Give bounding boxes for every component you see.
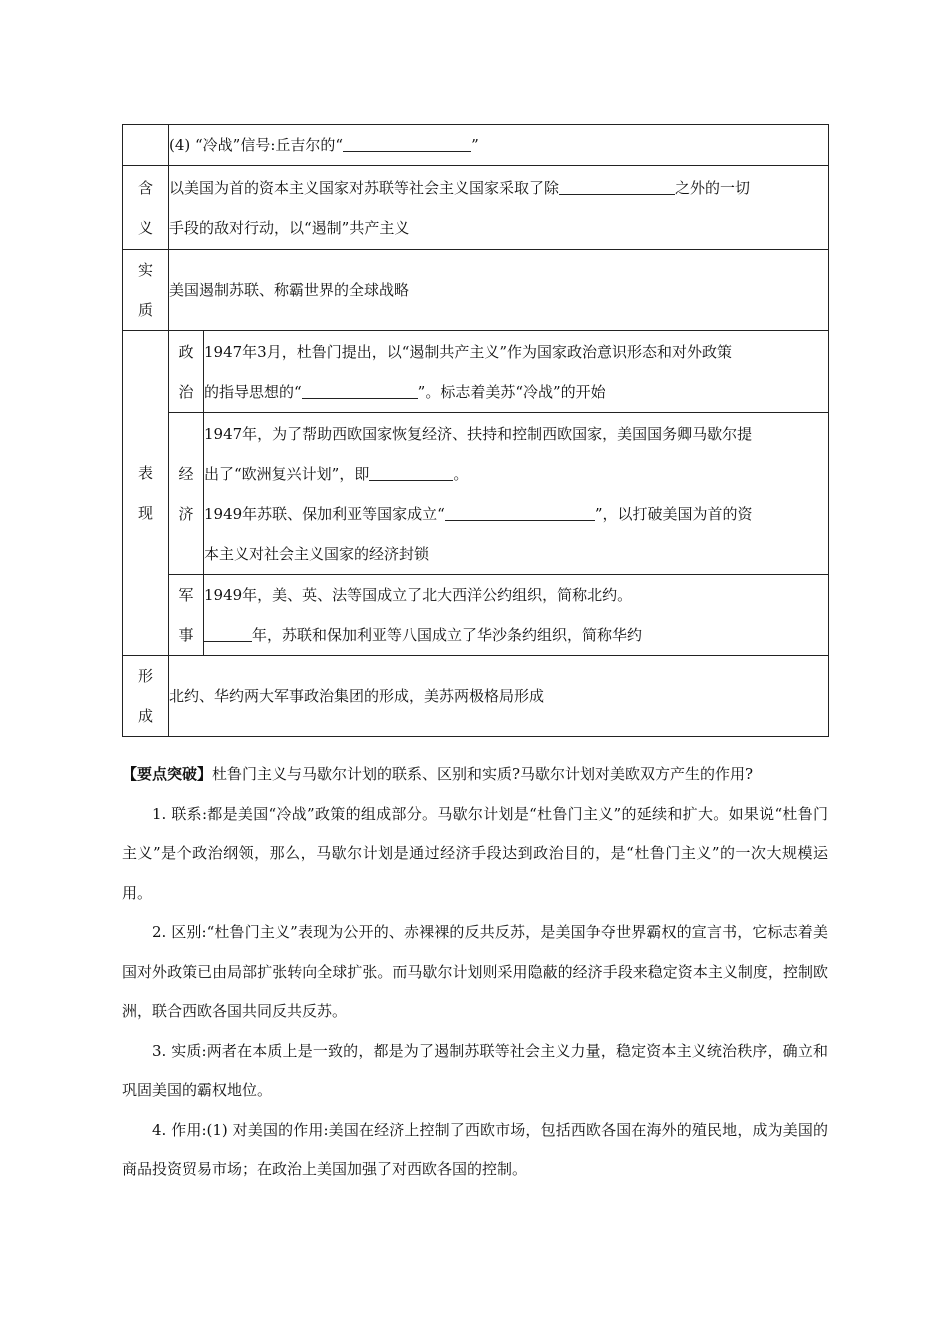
military-label-char: 事 xyxy=(178,626,194,644)
row-economy xyxy=(123,413,829,575)
meaning-blank xyxy=(559,178,675,195)
politics-label-cell xyxy=(169,331,204,413)
economy-line3-pre: 1949年苏联、保加利亚等国家成立“ xyxy=(204,504,445,523)
row-signal-content xyxy=(169,125,829,166)
economy-blank-1 xyxy=(369,464,453,481)
meaning-line1-post: 之外的一切 xyxy=(675,178,751,197)
manifestation-label-cell xyxy=(123,331,169,656)
row-signal xyxy=(123,125,829,166)
essence-content xyxy=(169,250,829,331)
economy-line2-post: 。 xyxy=(453,464,469,483)
military-line1: 1949年，美、英、法等国成立了北大西洋公约组织，简称北约。 xyxy=(204,586,633,604)
politics-line2-pre: 的指导思想的“ xyxy=(204,382,302,401)
politics-line1: 1947年3月，杜鲁门提出，以“遏制共产主义”作为国家政治意识形态和对外政策 xyxy=(204,342,733,361)
breakthrough-question-paragraph xyxy=(122,755,828,795)
military-label-cell xyxy=(169,575,204,656)
politics-line2-post: ”。标志着美苏“冷战”的开始 xyxy=(417,382,606,401)
row-signal-label-cell xyxy=(123,125,169,166)
formation-text: 北约、华约两大军事政治集团的形成，美苏两极格局形成 xyxy=(169,687,545,705)
economy-line2-pre: 出了“欧洲复兴计划”，即 xyxy=(204,464,370,483)
economy-content xyxy=(204,413,829,575)
meaning-line2: 手段的敌对行动，以“遏制”共产主义 xyxy=(169,218,410,237)
economy-label-char: 经 xyxy=(178,464,194,483)
formation-label-char: 形 xyxy=(137,667,153,685)
formation-label-char: 成 xyxy=(137,707,153,725)
cold-war-table xyxy=(122,124,829,737)
signal-text: (4) “冷战”信号:丘吉尔的“ xyxy=(169,136,344,154)
formation-content xyxy=(169,656,829,737)
politics-content xyxy=(204,331,829,413)
meaning-label-cell xyxy=(123,166,169,250)
economy-label-char: 济 xyxy=(178,504,194,523)
politics-label-char: 政 xyxy=(178,342,194,361)
signal-close-quote: ” xyxy=(471,136,479,154)
point-connection: 1. 联系:都是美国“冷战”政策的组成部分。马歇尔计划是“杜鲁门主义”的延续和扩大。如果说“杜鲁门主义”是个政治纲领，那么，马歇尔计划是通过经济手段达到政治目的，是“杜鲁门主义”的一次大规模运用。 xyxy=(122,804,828,902)
meaning-label-char: 义 xyxy=(137,218,153,237)
manifestation-label-char: 表 xyxy=(137,464,153,482)
formation-label-cell xyxy=(123,656,169,737)
economy-line4: 本主义对社会主义国家的经济封锁 xyxy=(204,544,430,563)
essence-label-char: 质 xyxy=(137,301,153,319)
military-label-char: 军 xyxy=(178,586,194,604)
row-politics xyxy=(123,331,829,413)
military-content xyxy=(204,575,829,656)
row-essence xyxy=(123,250,829,331)
signal-blank xyxy=(343,135,471,152)
essence-text: 美国遏制苏联、称霸世界的全球战略 xyxy=(169,281,410,299)
breakthrough-heading: 【要点突破】 xyxy=(122,765,213,783)
point-essence: 3. 实质:两者在本质上是一致的，都是为了遏制苏联等社会主义力量，稳定资本主义统治秩序，确立和巩固美国的霸权地位。 xyxy=(122,1041,828,1099)
row-formation xyxy=(123,656,829,737)
economy-label-cell xyxy=(169,413,204,575)
breakthrough-question: 杜鲁门主义与马歇尔计划的联系、区别和实质?马歇尔计划对美欧双方产生的作用? xyxy=(212,765,754,783)
row-meaning xyxy=(123,166,829,250)
meaning-line1-pre: 以美国为首的资本主义国家对苏联等社会主义国家采取了除 xyxy=(169,178,560,197)
meaning-content xyxy=(169,166,829,250)
manifestation-label-char: 现 xyxy=(137,504,153,522)
meaning-label-char: 含 xyxy=(137,178,153,197)
military-blank xyxy=(204,625,252,642)
economy-blank-2 xyxy=(445,504,595,521)
economy-line1: 1947年，为了帮助西欧国家恢复经济、扶持和控制西欧国家，美国国务卿马歇尔提 xyxy=(204,424,753,443)
breakthrough-section xyxy=(122,755,828,1190)
point-difference: 2. 区别:“杜鲁门主义”表现为公开的、赤裸裸的反共反苏，是美国争夺世界霸权的宣言书，它标志着美国对外政策已由局部扩张转向全球扩张。而马歇尔计划则采用隐蔽的经济手段来稳定资本主义制度，控制欧洲，联合西欧各国共同反共反苏。 xyxy=(122,923,828,1020)
politics-label-char: 治 xyxy=(178,382,194,401)
economy-line3-post: ”，以打破美国为首的资 xyxy=(594,504,753,523)
politics-blank xyxy=(302,382,418,399)
essence-label-cell xyxy=(123,250,169,331)
row-military xyxy=(123,575,829,656)
essence-label-char: 实 xyxy=(137,261,153,279)
military-line2-post: 年，苏联和保加利亚等八国成立了华沙条约组织，简称华约 xyxy=(252,626,643,644)
point-effect: 4. 作用:(1) 对美国的作用:美国在经济上控制了西欧市场，包括西欧各国在海外的殖民地，成为美国的商品投资贸易市场；在政治上美国加强了对西欧各国的控制。 xyxy=(122,1120,828,1178)
